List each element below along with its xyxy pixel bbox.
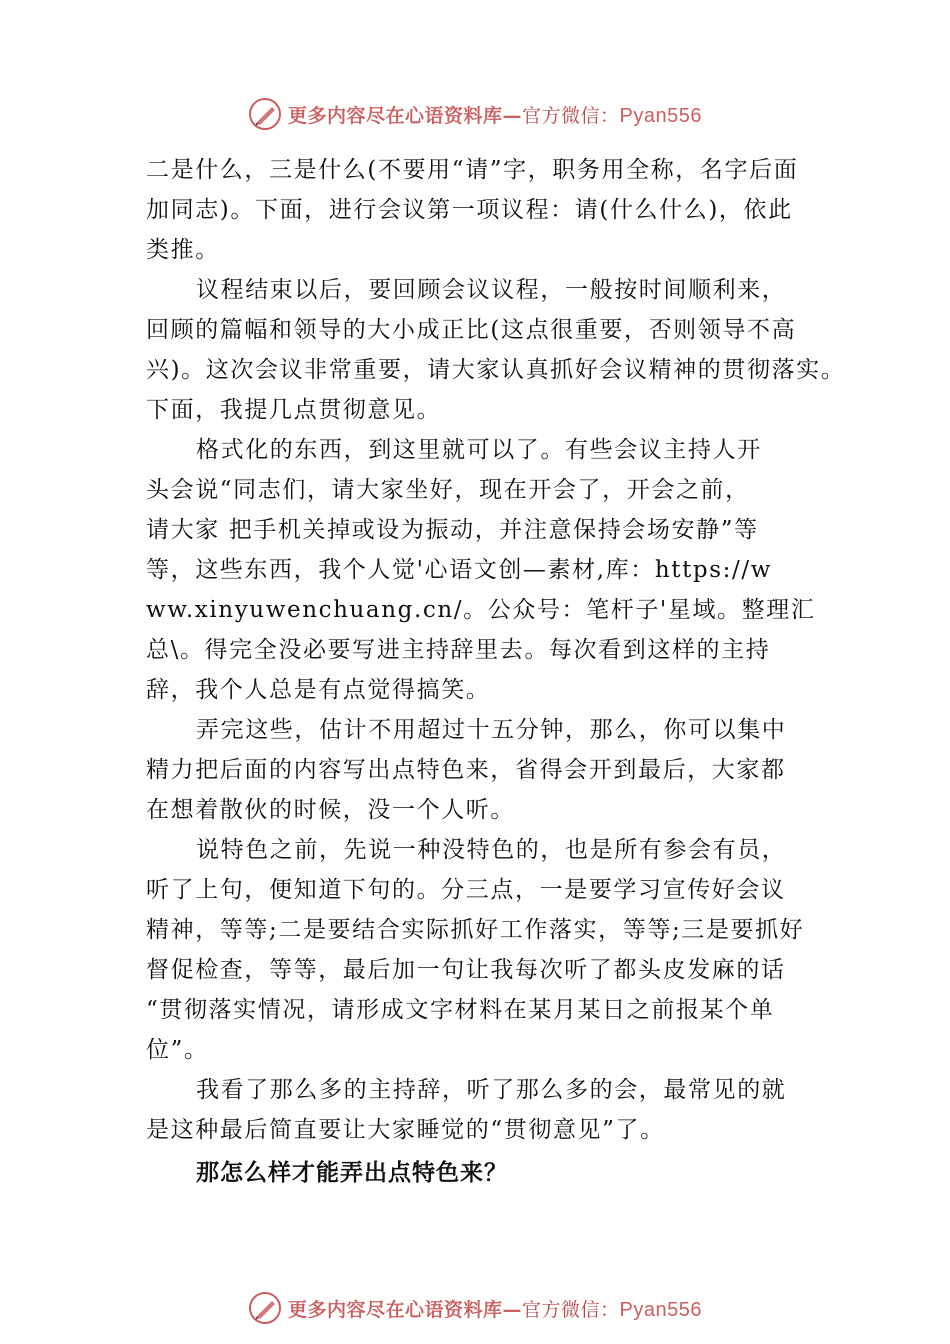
- banner-wechat-id: Pyan556: [619, 104, 702, 127]
- banner-wechat-id: Pyan556: [619, 1298, 702, 1321]
- text-line: 听了上句，便知道下句的。分三点，一是要学习宣传好会议: [146, 877, 786, 903]
- banner-text: [288, 1295, 702, 1322]
- section-heading: 那怎么样才能弄出点特色来？: [196, 1160, 508, 1186]
- banner-brand: 更多内容尽在心语资料库: [288, 1298, 503, 1321]
- pen-logo-icon: [248, 97, 282, 131]
- text-line: 在想着散伙的时候，没一个人听。: [146, 797, 515, 823]
- paragraph-start-line: 弄完这些，估计不用超过十五分钟，那么，你可以集中: [196, 717, 787, 743]
- banner-label: 官方微信：: [522, 1298, 620, 1321]
- banner-label: 官方微信：: [522, 104, 620, 127]
- text-line: 头会说“同志们，请大家坐好，现在开会了，开会之前，: [146, 477, 750, 503]
- text-line: 下面，我提几点贯彻意见。: [146, 397, 442, 423]
- banner-dash: —: [502, 1298, 523, 1321]
- text-line: ww.xinyuwenchuang.cn/。公众号：笔杆子'星域。整理汇: [146, 597, 816, 623]
- header-banner: [0, 94, 950, 134]
- paragraph-start-line: 我看了那么多的主持辞，听了那么多的会，最常见的就: [196, 1077, 787, 1103]
- banner-text: [288, 101, 702, 128]
- text-line: 位”。: [146, 1037, 209, 1063]
- paragraph-start-line: 格式化的东西，到这里就可以了。有些会议主持人开: [196, 437, 762, 463]
- footer-banner: [0, 1288, 950, 1328]
- banner-brand: 更多内容尽在心语资料库: [288, 104, 503, 127]
- pen-logo-icon: [248, 1291, 282, 1325]
- banner-dash: —: [502, 104, 523, 127]
- text-line: 请大家 把手机关掉或设为振动，并注意保持会场安静”等: [146, 517, 759, 543]
- text-line: 类推。: [146, 237, 220, 263]
- text-line: 辞，我个人总是有点觉得搞笑。: [146, 677, 491, 703]
- text-line: 回顾的篇幅和领导的大小成正比(这点很重要，否则领导不高: [146, 317, 797, 343]
- text-line: 是这种最后简直要让大家睡觉的“贯彻意见”了。: [146, 1117, 665, 1143]
- paragraph-start-line: 说特色之前，先说一种没特色的，也是所有参会有员，: [196, 837, 787, 863]
- text-line: 等，这些东西，我个人觉'心语文创—素材,库：https://w: [146, 557, 772, 583]
- paragraph-start-line: 议程结束以后，要回顾会议议程，一般按时间顺利来，: [196, 277, 787, 303]
- document-body: [146, 150, 846, 1194]
- text-line: “贯彻落实情况，请形成文字材料在某月某日之前报某个单: [146, 997, 775, 1023]
- text-line: 兴)。这次会议非常重要，请大家认真抓好会议精神的贯彻落实。: [146, 357, 846, 383]
- text-line: 加同志)。下面，进行会议第一项议程：请(什么什么)，依此: [146, 197, 793, 223]
- text-line: 精力把后面的内容写出点特色来，省得会开到最后，大家都: [146, 757, 786, 783]
- text-line: 督促检查，等等，最后加一句让我每次听了都头皮发麻的话: [146, 957, 786, 983]
- text-line: 总\。得完全没必要写进主持辞里去。每次看到这样的主持: [146, 637, 771, 663]
- text-line: 二是什么，三是什么(不要用“请”字，职务用全称，名字后面: [146, 157, 799, 183]
- text-line: 精神，等等;二是要结合实际抓好工作落实，等等;三是要抓好: [146, 917, 805, 943]
